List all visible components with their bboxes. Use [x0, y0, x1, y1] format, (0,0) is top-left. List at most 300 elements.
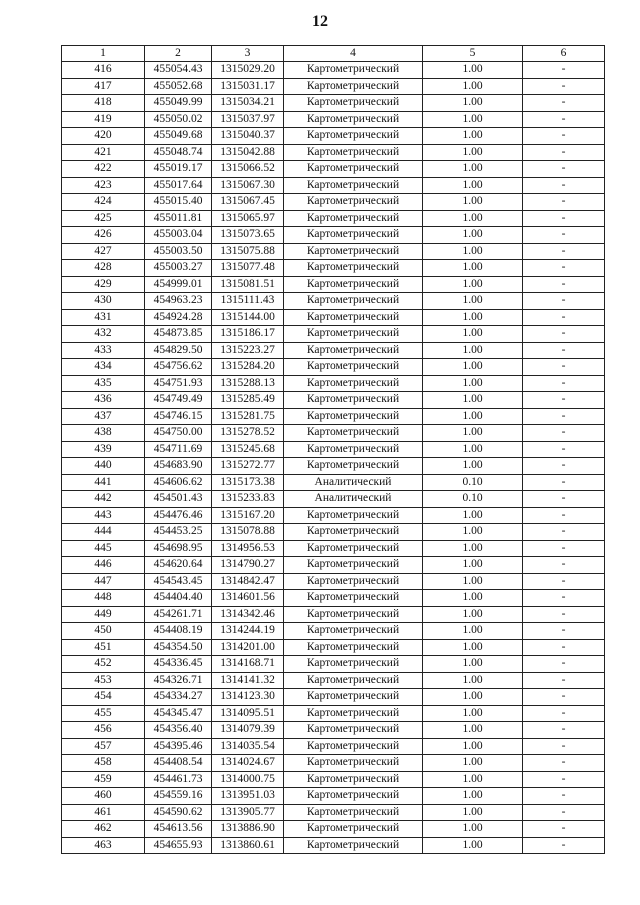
accuracy-cell: 1.00 — [423, 425, 523, 442]
point-number-cell: 421 — [62, 144, 145, 161]
y-coordinate-cell: 1315167.20 — [212, 507, 284, 524]
column-header: 2 — [145, 46, 212, 62]
method-cell: Картометрический — [284, 804, 423, 821]
point-number-cell: 428 — [62, 260, 145, 277]
x-coordinate-cell: 454606.62 — [145, 474, 212, 491]
point-number-cell: 423 — [62, 177, 145, 194]
y-coordinate-cell: 1315078.88 — [212, 524, 284, 541]
note-cell: - — [523, 194, 605, 211]
note-cell: - — [523, 639, 605, 656]
x-coordinate-cell: 454620.64 — [145, 557, 212, 574]
table-row — [62, 557, 605, 574]
point-number-cell: 460 — [62, 788, 145, 805]
table-row — [62, 326, 605, 343]
accuracy-cell: 1.00 — [423, 755, 523, 772]
method-cell: Картометрический — [284, 672, 423, 689]
note-cell: - — [523, 623, 605, 640]
y-coordinate-cell: 1313860.61 — [212, 837, 284, 854]
point-number-cell: 416 — [62, 62, 145, 79]
table-row — [62, 359, 605, 376]
table-row — [62, 738, 605, 755]
method-cell: Картометрический — [284, 573, 423, 590]
y-coordinate-cell: 1315037.97 — [212, 111, 284, 128]
table-row — [62, 95, 605, 112]
method-cell: Картометрический — [284, 738, 423, 755]
point-number-cell: 457 — [62, 738, 145, 755]
note-cell: - — [523, 425, 605, 442]
point-number-cell: 417 — [62, 78, 145, 95]
x-coordinate-cell: 454683.90 — [145, 458, 212, 475]
table-row — [62, 441, 605, 458]
x-coordinate-cell: 454334.27 — [145, 689, 212, 706]
y-coordinate-cell: 1313951.03 — [212, 788, 284, 805]
x-coordinate-cell: 454408.54 — [145, 755, 212, 772]
point-number-cell: 452 — [62, 656, 145, 673]
point-number-cell: 429 — [62, 276, 145, 293]
accuracy-cell: 1.00 — [423, 359, 523, 376]
point-number-cell: 444 — [62, 524, 145, 541]
note-cell: - — [523, 458, 605, 475]
method-cell: Картометрический — [284, 788, 423, 805]
accuracy-cell: 1.00 — [423, 788, 523, 805]
table-row — [62, 194, 605, 211]
note-cell: - — [523, 507, 605, 524]
method-cell: Картометрический — [284, 309, 423, 326]
x-coordinate-cell: 454756.62 — [145, 359, 212, 376]
accuracy-cell: 1.00 — [423, 738, 523, 755]
y-coordinate-cell: 1314095.51 — [212, 705, 284, 722]
point-number-cell: 439 — [62, 441, 145, 458]
accuracy-cell: 1.00 — [423, 309, 523, 326]
method-cell: Картометрический — [284, 392, 423, 409]
accuracy-cell: 1.00 — [423, 95, 523, 112]
x-coordinate-cell: 454453.25 — [145, 524, 212, 541]
point-number-cell: 453 — [62, 672, 145, 689]
y-coordinate-cell: 1314024.67 — [212, 755, 284, 772]
accuracy-cell: 1.00 — [423, 111, 523, 128]
table-row — [62, 128, 605, 145]
y-coordinate-cell: 1315031.17 — [212, 78, 284, 95]
point-number-cell: 437 — [62, 408, 145, 425]
y-coordinate-cell: 1313886.90 — [212, 821, 284, 838]
y-coordinate-cell: 1315111.43 — [212, 293, 284, 310]
point-number-cell: 451 — [62, 639, 145, 656]
method-cell: Аналитический — [284, 474, 423, 491]
accuracy-cell: 1.00 — [423, 392, 523, 409]
point-number-cell: 433 — [62, 342, 145, 359]
method-cell: Картометрический — [284, 837, 423, 854]
table-row — [62, 656, 605, 673]
method-cell: Картометрический — [284, 656, 423, 673]
note-cell: - — [523, 606, 605, 623]
y-coordinate-cell: 1315233.83 — [212, 491, 284, 508]
method-cell: Картометрический — [284, 62, 423, 79]
method-cell: Картометрический — [284, 458, 423, 475]
accuracy-cell: 1.00 — [423, 771, 523, 788]
method-cell: Картометрический — [284, 227, 423, 244]
table-row — [62, 821, 605, 838]
note-cell: - — [523, 788, 605, 805]
y-coordinate-cell: 1315281.75 — [212, 408, 284, 425]
note-cell: - — [523, 672, 605, 689]
point-number-cell: 454 — [62, 689, 145, 706]
x-coordinate-cell: 454395.46 — [145, 738, 212, 755]
note-cell: - — [523, 441, 605, 458]
point-number-cell: 450 — [62, 623, 145, 640]
method-cell: Картометрический — [284, 557, 423, 574]
note-cell: - — [523, 821, 605, 838]
x-coordinate-cell: 454404.40 — [145, 590, 212, 607]
y-coordinate-cell: 1315067.30 — [212, 177, 284, 194]
method-cell: Картометрический — [284, 524, 423, 541]
x-coordinate-cell: 454750.00 — [145, 425, 212, 442]
y-coordinate-cell: 1315223.27 — [212, 342, 284, 359]
table-row — [62, 722, 605, 739]
note-cell: - — [523, 705, 605, 722]
table-row — [62, 623, 605, 640]
y-coordinate-cell: 1315073.65 — [212, 227, 284, 244]
accuracy-cell: 1.00 — [423, 293, 523, 310]
note-cell: - — [523, 738, 605, 755]
x-coordinate-cell: 455011.81 — [145, 210, 212, 227]
x-coordinate-cell: 454345.47 — [145, 705, 212, 722]
method-cell: Картометрический — [284, 342, 423, 359]
x-coordinate-cell: 454261.71 — [145, 606, 212, 623]
x-coordinate-cell: 455019.17 — [145, 161, 212, 178]
table-row — [62, 755, 605, 772]
method-cell: Картометрический — [284, 755, 423, 772]
point-number-cell: 434 — [62, 359, 145, 376]
note-cell: - — [523, 557, 605, 574]
method-cell: Картометрический — [284, 507, 423, 524]
x-coordinate-cell: 454461.73 — [145, 771, 212, 788]
point-number-cell: 461 — [62, 804, 145, 821]
table-row — [62, 804, 605, 821]
table-body — [62, 62, 605, 854]
note-cell: - — [523, 210, 605, 227]
accuracy-cell: 1.00 — [423, 210, 523, 227]
x-coordinate-cell: 454963.23 — [145, 293, 212, 310]
note-cell: - — [523, 755, 605, 772]
table-row — [62, 491, 605, 508]
table-row — [62, 78, 605, 95]
point-number-cell: 445 — [62, 540, 145, 557]
accuracy-cell: 1.00 — [423, 672, 523, 689]
y-coordinate-cell: 1315077.48 — [212, 260, 284, 277]
table-row — [62, 524, 605, 541]
point-number-cell: 420 — [62, 128, 145, 145]
y-coordinate-cell: 1314079.39 — [212, 722, 284, 739]
y-coordinate-cell: 1315040.37 — [212, 128, 284, 145]
point-number-cell: 438 — [62, 425, 145, 442]
x-coordinate-cell: 454476.46 — [145, 507, 212, 524]
note-cell: - — [523, 375, 605, 392]
y-coordinate-cell: 1314601.56 — [212, 590, 284, 607]
y-coordinate-cell: 1314342.46 — [212, 606, 284, 623]
x-coordinate-cell: 454698.95 — [145, 540, 212, 557]
method-cell: Картометрический — [284, 326, 423, 343]
note-cell: - — [523, 524, 605, 541]
table-row — [62, 177, 605, 194]
accuracy-cell: 1.00 — [423, 62, 523, 79]
note-cell: - — [523, 392, 605, 409]
method-cell: Картометрический — [284, 425, 423, 442]
accuracy-cell: 1.00 — [423, 260, 523, 277]
accuracy-cell: 1.00 — [423, 573, 523, 590]
note-cell: - — [523, 128, 605, 145]
method-cell: Картометрический — [284, 293, 423, 310]
point-number-cell: 424 — [62, 194, 145, 211]
x-coordinate-cell: 454559.16 — [145, 788, 212, 805]
point-number-cell: 436 — [62, 392, 145, 409]
point-number-cell: 430 — [62, 293, 145, 310]
column-header: 5 — [423, 46, 523, 62]
note-cell: - — [523, 161, 605, 178]
point-number-cell: 447 — [62, 573, 145, 590]
y-coordinate-cell: 1315034.21 — [212, 95, 284, 112]
table-header — [62, 46, 605, 62]
method-cell: Картометрический — [284, 606, 423, 623]
accuracy-cell: 1.00 — [423, 408, 523, 425]
table-row — [62, 705, 605, 722]
accuracy-cell: 1.00 — [423, 507, 523, 524]
accuracy-cell: 1.00 — [423, 837, 523, 854]
accuracy-cell: 1.00 — [423, 161, 523, 178]
note-cell: - — [523, 62, 605, 79]
accuracy-cell: 1.00 — [423, 227, 523, 244]
x-coordinate-cell: 455049.68 — [145, 128, 212, 145]
column-header: 6 — [523, 46, 605, 62]
x-coordinate-cell: 455003.50 — [145, 243, 212, 260]
x-coordinate-cell: 454751.93 — [145, 375, 212, 392]
y-coordinate-cell: 1315288.13 — [212, 375, 284, 392]
x-coordinate-cell: 455003.27 — [145, 260, 212, 277]
table-row — [62, 62, 605, 79]
accuracy-cell: 1.00 — [423, 326, 523, 343]
note-cell: - — [523, 243, 605, 260]
accuracy-cell: 1.00 — [423, 540, 523, 557]
method-cell: Картометрический — [284, 161, 423, 178]
note-cell: - — [523, 342, 605, 359]
note-cell: - — [523, 78, 605, 95]
method-cell: Картометрический — [284, 243, 423, 260]
point-number-cell: 431 — [62, 309, 145, 326]
x-coordinate-cell: 454829.50 — [145, 342, 212, 359]
table-row — [62, 606, 605, 623]
note-cell: - — [523, 276, 605, 293]
accuracy-cell: 1.00 — [423, 656, 523, 673]
x-coordinate-cell: 454336.45 — [145, 656, 212, 673]
method-cell: Картометрический — [284, 276, 423, 293]
table-row — [62, 276, 605, 293]
y-coordinate-cell: 1314168.71 — [212, 656, 284, 673]
note-cell: - — [523, 326, 605, 343]
table-row — [62, 408, 605, 425]
x-coordinate-cell: 455015.40 — [145, 194, 212, 211]
table-row — [62, 144, 605, 161]
note-cell: - — [523, 573, 605, 590]
note-cell: - — [523, 540, 605, 557]
table-row — [62, 260, 605, 277]
x-coordinate-cell: 454543.45 — [145, 573, 212, 590]
point-number-cell: 432 — [62, 326, 145, 343]
accuracy-cell: 1.00 — [423, 524, 523, 541]
method-cell: Картометрический — [284, 771, 423, 788]
accuracy-cell: 1.00 — [423, 804, 523, 821]
point-number-cell: 425 — [62, 210, 145, 227]
point-number-cell: 448 — [62, 590, 145, 607]
y-coordinate-cell: 1315067.45 — [212, 194, 284, 211]
table-row — [62, 425, 605, 442]
note-cell: - — [523, 144, 605, 161]
accuracy-cell: 1.00 — [423, 177, 523, 194]
method-cell: Картометрический — [284, 78, 423, 95]
method-cell: Картометрический — [284, 639, 423, 656]
x-coordinate-cell: 455054.43 — [145, 62, 212, 79]
point-number-cell: 426 — [62, 227, 145, 244]
table-row — [62, 689, 605, 706]
method-cell: Картометрический — [284, 590, 423, 607]
point-number-cell: 419 — [62, 111, 145, 128]
note-cell: - — [523, 474, 605, 491]
accuracy-cell: 1.00 — [423, 557, 523, 574]
point-number-cell: 455 — [62, 705, 145, 722]
point-number-cell: 463 — [62, 837, 145, 854]
point-number-cell: 456 — [62, 722, 145, 739]
method-cell: Картометрический — [284, 177, 423, 194]
table-row — [62, 771, 605, 788]
y-coordinate-cell: 1315173.38 — [212, 474, 284, 491]
accuracy-cell: 1.00 — [423, 128, 523, 145]
x-coordinate-cell: 455003.04 — [145, 227, 212, 244]
point-number-cell: 443 — [62, 507, 145, 524]
note-cell: - — [523, 491, 605, 508]
note-cell: - — [523, 309, 605, 326]
y-coordinate-cell: 1314123.30 — [212, 689, 284, 706]
accuracy-cell: 1.00 — [423, 375, 523, 392]
method-cell: Картометрический — [284, 359, 423, 376]
method-cell: Картометрический — [284, 144, 423, 161]
table-row — [62, 111, 605, 128]
method-cell: Картометрический — [284, 260, 423, 277]
table-row — [62, 375, 605, 392]
note-cell: - — [523, 689, 605, 706]
x-coordinate-cell: 455048.74 — [145, 144, 212, 161]
accuracy-cell: 1.00 — [423, 144, 523, 161]
y-coordinate-cell: 1315042.88 — [212, 144, 284, 161]
y-coordinate-cell: 1314000.75 — [212, 771, 284, 788]
y-coordinate-cell: 1314201.00 — [212, 639, 284, 656]
table-row — [62, 507, 605, 524]
x-coordinate-cell: 454873.85 — [145, 326, 212, 343]
method-cell: Картометрический — [284, 705, 423, 722]
table-row — [62, 788, 605, 805]
table-row — [62, 309, 605, 326]
y-coordinate-cell: 1315272.77 — [212, 458, 284, 475]
y-coordinate-cell: 1315245.68 — [212, 441, 284, 458]
table-row — [62, 342, 605, 359]
note-cell: - — [523, 771, 605, 788]
y-coordinate-cell: 1315029.20 — [212, 62, 284, 79]
x-coordinate-cell: 454613.56 — [145, 821, 212, 838]
column-header: 4 — [284, 46, 423, 62]
point-number-cell: 422 — [62, 161, 145, 178]
accuracy-cell: 1.00 — [423, 606, 523, 623]
note-cell: - — [523, 408, 605, 425]
accuracy-cell: 1.00 — [423, 705, 523, 722]
point-number-cell: 441 — [62, 474, 145, 491]
point-number-cell: 446 — [62, 557, 145, 574]
table-row — [62, 243, 605, 260]
header-row — [62, 46, 605, 62]
method-cell: Картометрический — [284, 375, 423, 392]
table-row — [62, 590, 605, 607]
x-coordinate-cell: 455017.64 — [145, 177, 212, 194]
table-row — [62, 474, 605, 491]
accuracy-cell: 1.00 — [423, 639, 523, 656]
x-coordinate-cell: 454356.40 — [145, 722, 212, 739]
note-cell: - — [523, 293, 605, 310]
point-number-cell: 459 — [62, 771, 145, 788]
y-coordinate-cell: 1315278.52 — [212, 425, 284, 442]
point-number-cell: 418 — [62, 95, 145, 112]
x-coordinate-cell: 454924.28 — [145, 309, 212, 326]
accuracy-cell: 1.00 — [423, 276, 523, 293]
x-coordinate-cell: 455049.99 — [145, 95, 212, 112]
point-number-cell: 427 — [62, 243, 145, 260]
table-row — [62, 639, 605, 656]
y-coordinate-cell: 1315284.20 — [212, 359, 284, 376]
y-coordinate-cell: 1315186.17 — [212, 326, 284, 343]
x-coordinate-cell: 454408.19 — [145, 623, 212, 640]
table-row — [62, 227, 605, 244]
method-cell: Картометрический — [284, 111, 423, 128]
accuracy-cell: 1.00 — [423, 623, 523, 640]
x-coordinate-cell: 455052.68 — [145, 78, 212, 95]
y-coordinate-cell: 1315066.52 — [212, 161, 284, 178]
method-cell: Картометрический — [284, 441, 423, 458]
column-header: 3 — [212, 46, 284, 62]
y-coordinate-cell: 1315065.97 — [212, 210, 284, 227]
y-coordinate-cell: 1315075.88 — [212, 243, 284, 260]
accuracy-cell: 1.00 — [423, 441, 523, 458]
x-coordinate-cell: 454999.01 — [145, 276, 212, 293]
method-cell: Аналитический — [284, 491, 423, 508]
column-header: 1 — [62, 46, 145, 62]
point-number-cell: 458 — [62, 755, 145, 772]
method-cell: Картометрический — [284, 95, 423, 112]
accuracy-cell: 1.00 — [423, 342, 523, 359]
y-coordinate-cell: 1314141.32 — [212, 672, 284, 689]
note-cell: - — [523, 111, 605, 128]
table-row — [62, 210, 605, 227]
method-cell: Картометрический — [284, 408, 423, 425]
method-cell: Картометрический — [284, 689, 423, 706]
method-cell: Картометрический — [284, 540, 423, 557]
accuracy-cell: 1.00 — [423, 458, 523, 475]
table-row — [62, 573, 605, 590]
x-coordinate-cell: 454655.93 — [145, 837, 212, 854]
y-coordinate-cell: 1314956.53 — [212, 540, 284, 557]
x-coordinate-cell: 454746.15 — [145, 408, 212, 425]
table-row — [62, 392, 605, 409]
x-coordinate-cell: 454326.71 — [145, 672, 212, 689]
note-cell: - — [523, 95, 605, 112]
point-number-cell: 449 — [62, 606, 145, 623]
accuracy-cell: 1.00 — [423, 590, 523, 607]
method-cell: Картометрический — [284, 722, 423, 739]
y-coordinate-cell: 1314035.54 — [212, 738, 284, 755]
